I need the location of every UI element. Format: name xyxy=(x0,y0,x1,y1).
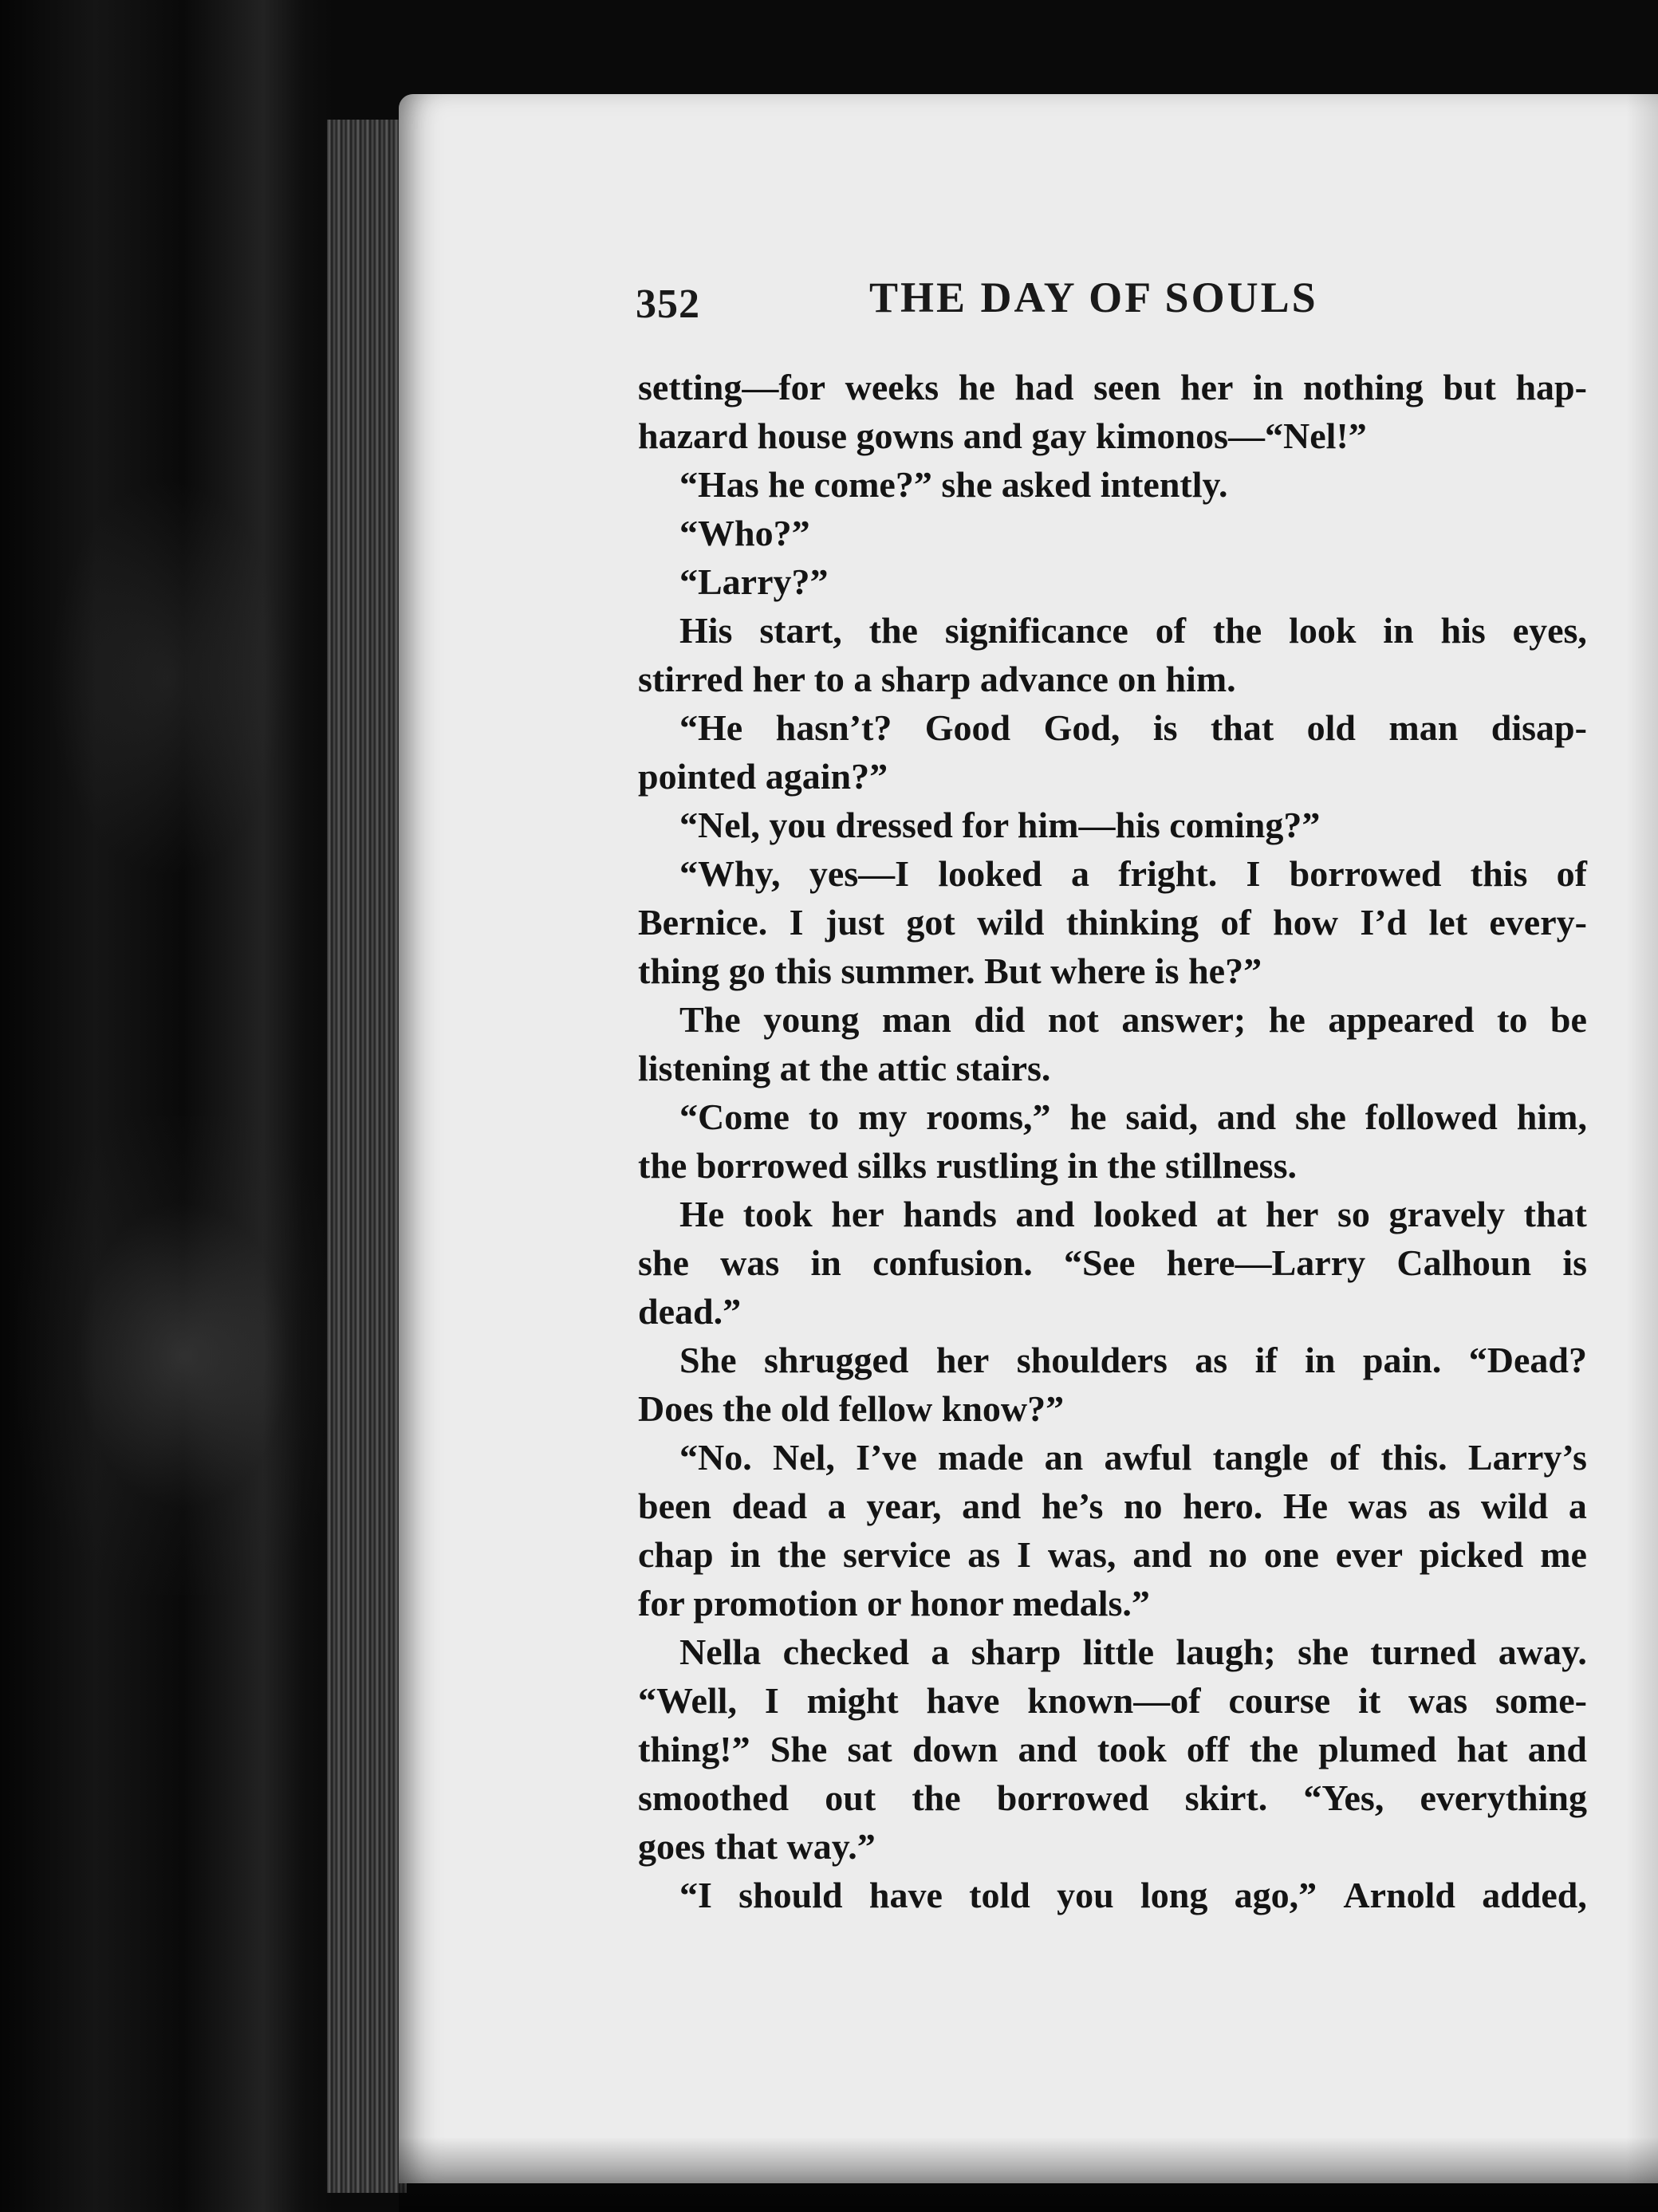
text-line xyxy=(638,1384,1587,1433)
word: took xyxy=(1097,1729,1167,1769)
word: I’d xyxy=(1360,902,1408,943)
word: confusion. xyxy=(872,1242,1033,1283)
word: I xyxy=(1017,1534,1031,1575)
text-line-content: “Nel, you dressed for him—his coming?” xyxy=(679,805,1321,845)
text-line xyxy=(638,801,1587,849)
word: to xyxy=(808,1096,840,1137)
word: appeared xyxy=(1328,999,1475,1040)
word: Larry’s xyxy=(1467,1437,1587,1478)
text-line xyxy=(638,1579,1587,1628)
word: long xyxy=(1140,1875,1208,1915)
word: borrowed xyxy=(996,1777,1149,1818)
word: dead xyxy=(731,1486,808,1526)
word: “Well, xyxy=(638,1680,737,1721)
word: God, xyxy=(1043,707,1120,748)
word: hasn’t? xyxy=(775,707,892,748)
text-line-content: “Who?” xyxy=(679,513,810,553)
word: She xyxy=(679,1340,737,1380)
word: some- xyxy=(1495,1680,1587,1721)
word: sat xyxy=(847,1729,892,1769)
text-line xyxy=(638,703,1587,752)
word: “See xyxy=(1063,1242,1136,1283)
word: but xyxy=(1443,367,1496,407)
word: and xyxy=(962,1486,1022,1526)
word: it xyxy=(1358,1680,1381,1721)
word: had xyxy=(1014,367,1074,407)
word: as xyxy=(1428,1486,1461,1526)
word: hat xyxy=(1456,1729,1508,1769)
word: have xyxy=(868,1875,943,1915)
word: and xyxy=(1018,1729,1077,1769)
word: followed xyxy=(1365,1096,1498,1137)
word: was xyxy=(1408,1680,1468,1721)
word: looked xyxy=(938,853,1042,894)
word: checked xyxy=(782,1631,910,1672)
word: of xyxy=(1556,853,1587,894)
text-line-content: dead.” xyxy=(638,1291,742,1332)
word: course xyxy=(1228,1680,1331,1721)
word: awful xyxy=(1104,1437,1192,1478)
text-line xyxy=(638,1676,1587,1725)
word: year, xyxy=(866,1486,942,1526)
text-line xyxy=(638,606,1587,655)
text-line xyxy=(638,898,1587,947)
word: nothing xyxy=(1302,367,1424,407)
text-line xyxy=(638,557,1587,606)
word: just xyxy=(825,902,884,943)
word: tangle xyxy=(1212,1437,1309,1478)
text-line xyxy=(638,1336,1587,1384)
page-number: 352 xyxy=(636,281,700,327)
text-line xyxy=(638,1530,1587,1579)
word: pain. xyxy=(1362,1340,1442,1380)
page-bottom-shade xyxy=(399,2137,1658,2212)
text-line-content: for promotion or honor medals.” xyxy=(638,1583,1150,1624)
word: He xyxy=(1282,1486,1329,1526)
text-line-content: “Larry?” xyxy=(679,561,829,602)
word: my xyxy=(858,1096,908,1137)
word: an xyxy=(1044,1437,1084,1478)
word: fright. xyxy=(1118,853,1218,894)
word: “No. xyxy=(679,1437,752,1478)
word: shrugged xyxy=(764,1340,909,1380)
text-line-content: the borrowed silks rustling in the stillness. xyxy=(638,1145,1297,1186)
cover-smudge xyxy=(16,1116,351,1595)
word: “Why, xyxy=(679,853,781,894)
word: so xyxy=(1337,1194,1370,1234)
word: She xyxy=(770,1729,828,1769)
word: ever xyxy=(1335,1534,1404,1575)
word: the xyxy=(777,1534,827,1575)
word: should xyxy=(738,1875,843,1915)
text-line xyxy=(638,1141,1587,1190)
word: in xyxy=(1383,610,1414,651)
word: in xyxy=(730,1534,761,1575)
text-line xyxy=(638,1238,1587,1287)
word: service xyxy=(842,1534,951,1575)
word: I xyxy=(789,902,804,943)
word: was xyxy=(1348,1486,1408,1526)
word: this xyxy=(1470,853,1528,894)
text-line xyxy=(638,947,1587,995)
word: in xyxy=(1253,367,1284,407)
word: weeks xyxy=(845,367,939,407)
word: said, xyxy=(1125,1096,1199,1137)
word: Nel, xyxy=(772,1437,835,1478)
word: in xyxy=(810,1242,841,1283)
word: disap- xyxy=(1491,707,1587,748)
word: rooms,” xyxy=(926,1096,1051,1137)
text-line xyxy=(638,411,1587,460)
word: he xyxy=(958,367,995,407)
text-line xyxy=(638,995,1587,1044)
word: her xyxy=(1180,367,1234,407)
word: Bernice. xyxy=(638,902,768,943)
word: wild xyxy=(1480,1486,1549,1526)
word: at xyxy=(1216,1194,1247,1234)
text-line xyxy=(638,509,1587,557)
word: Good xyxy=(924,707,1011,748)
word: if xyxy=(1254,1340,1278,1380)
word: of xyxy=(1155,610,1187,651)
word: he’s xyxy=(1041,1486,1104,1526)
word: hands xyxy=(903,1194,997,1234)
word: yes—I xyxy=(809,853,910,894)
word: down xyxy=(912,1729,998,1769)
word: young xyxy=(763,999,860,1040)
text-line xyxy=(638,363,1587,411)
word: turned xyxy=(1370,1631,1477,1672)
word: out xyxy=(825,1777,876,1818)
text-line xyxy=(638,1433,1587,1482)
word: him, xyxy=(1516,1096,1587,1137)
word: of xyxy=(1220,902,1251,943)
word: the xyxy=(912,1777,961,1818)
word: not xyxy=(1047,999,1099,1040)
word: made xyxy=(938,1437,1024,1478)
text-line-content: listening at the attic stairs. xyxy=(638,1048,1051,1088)
body-text xyxy=(638,363,1587,1919)
text-line-content: Does the old fellow know?” xyxy=(638,1388,1065,1429)
word: you xyxy=(1057,1875,1114,1915)
word: I’ve xyxy=(856,1437,917,1478)
word: eyes, xyxy=(1512,610,1587,651)
word: me xyxy=(1540,1534,1587,1575)
word: “Yes, xyxy=(1303,1777,1384,1818)
word: look xyxy=(1289,610,1357,651)
word: as xyxy=(1195,1340,1228,1380)
text-line xyxy=(638,849,1587,898)
word: setting—for xyxy=(638,367,826,407)
word: ago,” xyxy=(1234,1875,1317,1915)
word: thing!” xyxy=(638,1729,750,1769)
word: was, xyxy=(1047,1534,1116,1575)
word: little xyxy=(1082,1631,1155,1672)
text-line xyxy=(638,655,1587,703)
word: Nella xyxy=(679,1631,762,1672)
word: she xyxy=(638,1242,689,1283)
word: let xyxy=(1428,902,1468,943)
text-line-content: thing go this summer. But where is he?” xyxy=(638,951,1262,991)
text-line-content: hazard house gowns and gay kimonos—“Nel!” xyxy=(638,415,1367,456)
text-line-content: pointed again?” xyxy=(638,756,888,797)
word: told xyxy=(969,1875,1030,1915)
word: hap- xyxy=(1515,367,1587,407)
word: a xyxy=(931,1631,950,1672)
word: Arnold xyxy=(1343,1875,1455,1915)
word: known—of xyxy=(1027,1680,1201,1721)
word: away. xyxy=(1498,1631,1587,1672)
word: I xyxy=(1246,853,1261,894)
word: added, xyxy=(1482,1875,1587,1915)
word: answer; xyxy=(1121,999,1246,1040)
cover-smudge xyxy=(48,478,287,877)
word: gravely xyxy=(1388,1194,1506,1234)
word: The xyxy=(679,999,741,1040)
word: plumed xyxy=(1318,1729,1437,1769)
word: old xyxy=(1306,707,1356,748)
word: he xyxy=(1069,1096,1107,1137)
word: and xyxy=(1015,1194,1075,1234)
word: I xyxy=(764,1680,779,1721)
word: laugh; xyxy=(1176,1631,1276,1672)
word: wild xyxy=(977,902,1045,943)
word: chap xyxy=(638,1534,714,1575)
word: did xyxy=(974,999,1026,1040)
word: might xyxy=(806,1680,899,1721)
word: of xyxy=(1329,1437,1361,1478)
word: off xyxy=(1186,1729,1230,1769)
word: “Come xyxy=(679,1096,790,1137)
word: everything xyxy=(1420,1777,1587,1818)
word: this. xyxy=(1380,1437,1447,1478)
text-line xyxy=(638,1628,1587,1676)
word: skirt. xyxy=(1184,1777,1268,1818)
word: a xyxy=(1071,853,1089,894)
word: the xyxy=(1249,1729,1299,1769)
text-line xyxy=(638,1044,1587,1092)
word: her xyxy=(831,1194,884,1234)
text-line xyxy=(638,752,1587,801)
word: is xyxy=(1152,707,1178,748)
text-line xyxy=(638,1725,1587,1773)
text-line-content: goes that way.” xyxy=(638,1826,876,1867)
word: have xyxy=(926,1680,1000,1721)
text-line xyxy=(638,1822,1587,1871)
text-line-content: stirred her to a sharp advance on him. xyxy=(638,659,1236,699)
word: no xyxy=(1123,1486,1163,1526)
text-line xyxy=(638,1190,1587,1238)
text-line xyxy=(638,460,1587,509)
word: how xyxy=(1273,902,1338,943)
word: hero. xyxy=(1183,1486,1263,1526)
text-line xyxy=(638,1871,1587,1919)
word: no xyxy=(1208,1534,1247,1575)
word: the xyxy=(1212,610,1262,651)
word: is xyxy=(1562,1242,1587,1283)
word: one xyxy=(1263,1534,1319,1575)
word: sharp xyxy=(971,1631,1061,1672)
word: His xyxy=(679,610,733,651)
word: and xyxy=(1216,1096,1277,1137)
word: seen xyxy=(1093,367,1161,407)
word: man xyxy=(881,999,951,1040)
word: shoulders xyxy=(1016,1340,1168,1380)
word: in xyxy=(1305,1340,1336,1380)
word: he xyxy=(1268,999,1306,1040)
word: be xyxy=(1550,999,1587,1040)
word: start, xyxy=(759,610,842,651)
word: that xyxy=(1210,707,1274,748)
word: “He xyxy=(679,707,743,748)
word: thinking xyxy=(1065,902,1199,943)
word: Calhoun xyxy=(1396,1242,1532,1283)
page-edges xyxy=(327,120,407,2193)
word: got xyxy=(906,902,955,943)
word: she xyxy=(1295,1096,1346,1137)
word: and xyxy=(1527,1729,1587,1769)
text-line xyxy=(638,1482,1587,1530)
word: that xyxy=(1523,1194,1587,1234)
word: picked xyxy=(1419,1534,1524,1575)
text-line xyxy=(638,1092,1587,1141)
word: his xyxy=(1440,610,1486,651)
word: to xyxy=(1497,999,1528,1040)
word: He xyxy=(679,1194,725,1234)
word: smoothed xyxy=(638,1777,790,1818)
word: took xyxy=(742,1194,813,1234)
running-title: THE DAY OF SOULS xyxy=(869,274,1318,321)
word: looked xyxy=(1093,1194,1198,1234)
word: she xyxy=(1298,1631,1349,1672)
word: significance xyxy=(944,610,1128,651)
text-line xyxy=(638,1287,1587,1336)
word: here—Larry xyxy=(1166,1242,1366,1283)
word: and xyxy=(1132,1534,1192,1575)
word: borrowed xyxy=(1289,853,1442,894)
word: as xyxy=(967,1534,1001,1575)
word: “I xyxy=(679,1875,712,1915)
word: the xyxy=(868,610,918,651)
text-line xyxy=(638,1773,1587,1822)
word: a xyxy=(827,1486,846,1526)
page-right-shade xyxy=(1626,94,1658,2183)
text-line-content: “Has he come?” she asked intently. xyxy=(679,464,1228,505)
word: a xyxy=(1568,1486,1587,1526)
word: man xyxy=(1388,707,1459,748)
word: “Dead? xyxy=(1468,1340,1587,1380)
word: every- xyxy=(1489,902,1587,943)
word: been xyxy=(638,1486,711,1526)
word: her xyxy=(1266,1194,1319,1234)
word: her xyxy=(935,1340,990,1380)
word: was xyxy=(720,1242,780,1283)
